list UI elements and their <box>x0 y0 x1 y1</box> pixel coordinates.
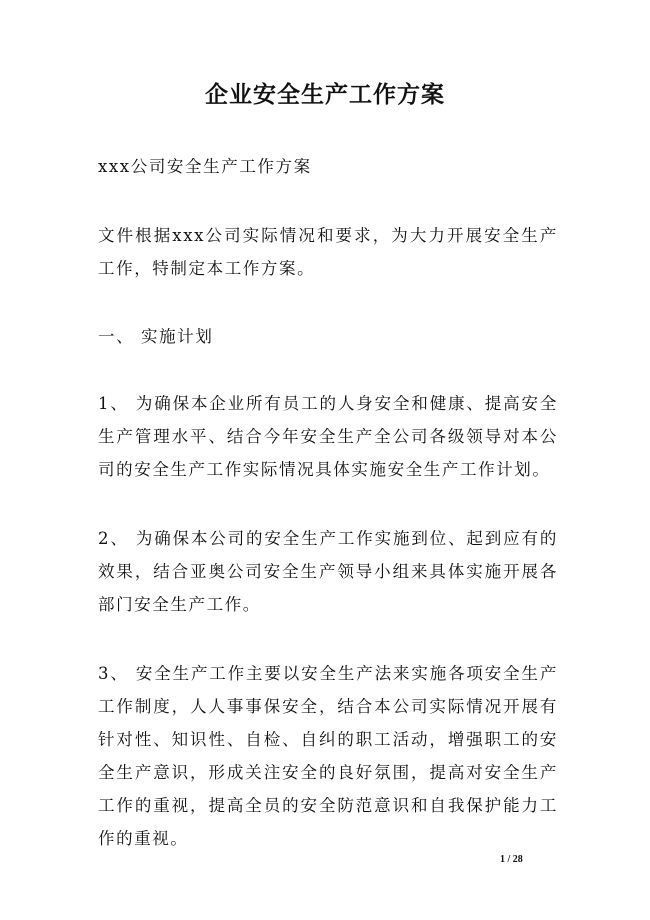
document-subtitle: xxx公司安全生产工作方案 <box>98 157 312 176</box>
list-item: 1、 为确保本企业所有员工的人身安全和健康、提高安全生产管理水平、结合今年安全生产全公司各级领导对本公司的安全生产工作实际情况具体实施安全生产工作计划。 <box>98 394 558 479</box>
page-number: 1 / 28 <box>500 854 523 865</box>
document-title: 企业安全生产工作方案 <box>205 81 445 108</box>
list-item: 3、 安全生产工作主要以安全生产法来实施各项安全生产工作制度，人人事事保安全，结合本公司实际情况开展有针对性、知识性、自检、自纠的职工活动，增强职工的安全生产意识，形成关注安全的良好氛围，提高对安全生产工作的重视，提高全员的安全防范意识和自我保护能力工作的重视。 <box>98 664 558 848</box>
intro-paragraph: 文件根据xxx公司实际情况和要求，为大力开展安全生产工作，特制定本工作方案。 <box>98 226 558 278</box>
section-heading: 一、 实施计划 <box>98 327 214 346</box>
list-item: 2、 为确保本公司的安全生产工作实施到位、起到应有的效果，结合亚奥公司安全生产领导小组来具体实施开展各部门安全生产工作。 <box>98 529 558 614</box>
